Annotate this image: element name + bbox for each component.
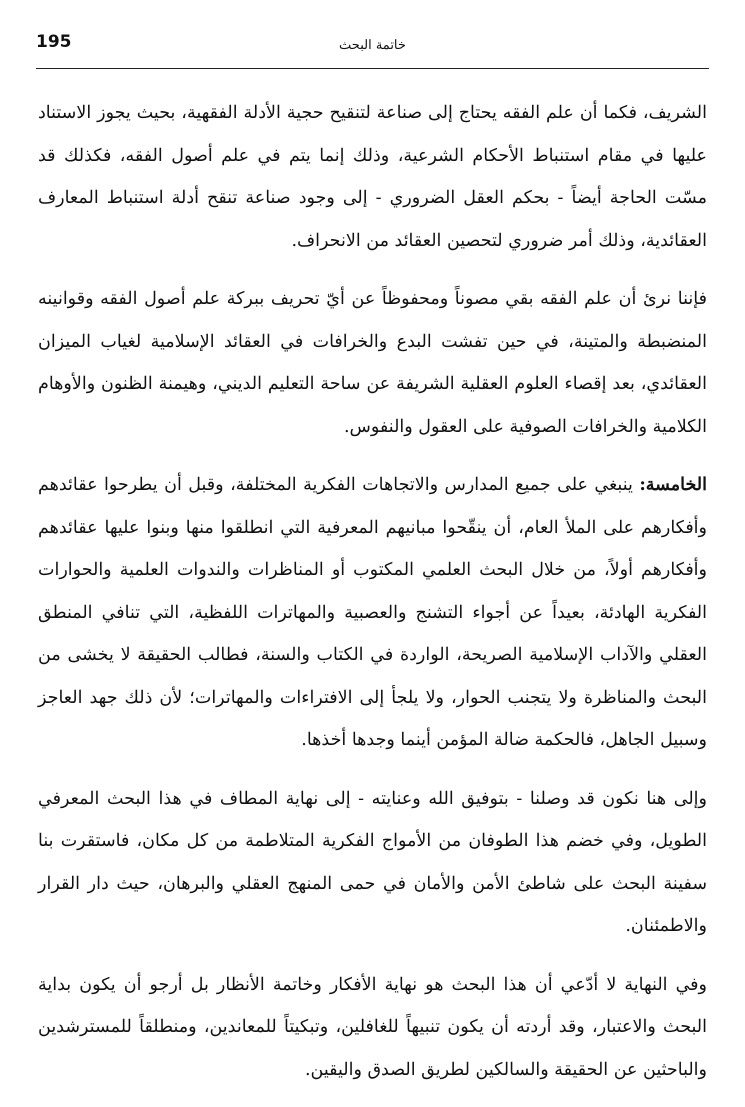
paragraph-text: ينبغي على جميع المدارس والاتجاهات الفكرية المختلفة، وقبل أن يطرحوا عقائدهم وأفكارهم على الملأ العام، أن ينقّحوا مبانيهم المعرفية التي انطلقوا منها وبنوا عليها عقائدهم وأفكارهم أولاً، من خلال البحث العلمي المكتوب أو المناظرات والندوات العلمية والحوارات الفكرية الهادئة، بعيداً عن أجواء التشنج والعصبية والمهاترات اللفظية، التي تنافي المنطق العقلي والآداب الإسلامية الصريحة، الواردة في الكتاب والسنة، فطالب الحقيقة لا يخشى من البحث والمناظرة ولا يتجنب الحوار، ولا يلجأ إلى الافتراءات والمهاترات؛ لأن ذلك جهد العاجز وسبيل الجاهل، فالحكمة ضالة المؤمن أينما وجدها أخذها. — [38, 475, 707, 750]
paragraph — [38, 92, 707, 262]
paragraph — [38, 278, 707, 448]
paragraph — [38, 778, 707, 948]
paragraph-text: وفي النهاية لا أدّعي أن هذا البحث هو نهاية الأفكار وخاتمة الأنظار بل أرجو أن يكون بداية البحث والاعتبار، وقد أردته أن يكون تنبيهاً للغافلين، وتبكيتاً للمعاندين، ومنطلقاً للمسترشدين والباحثين عن الحقيقة والسالكين لطريق الصدق واليقين. — [38, 974, 707, 1080]
page-header — [36, 28, 709, 69]
paragraph — [38, 964, 707, 1092]
running-title: خاتمة البحث — [339, 38, 406, 53]
paragraph-text: وإلى هنا نكون قد وصلنا - بتوفيق الله وعنايته - إلى نهاية المطاف في هذا البحث المعرفي الطويل، وفي خضم هذا الطوفان من الأمواج الفكرية المتلاطمة من كل مكان، فاستقرت بنا سفينة البحث على شاطئ الأمن والأمان في حمى المنهج العقلي والبرهان، حيث دار القرار والاطمئنان. — [38, 788, 707, 936]
page-number: 195 — [36, 32, 72, 52]
paragraph-text: فإننا نرئ أن علم الفقه بقي مصوناً ومحفوظاً عن أيّ تحريف ببركة علم أصول الفقه وقوانينه المنضبطة والمتينة، في حين تفشت البدع والخرافات في العقائد الإسلامية لغياب الميزان العقائدي، بعد إقصاء العلوم العقلية الشريفة عن ساحة التعليم الديني، وهيمنة الظنون والأوهام الكلامية والخرافات الصوفية على العقول والنفوس. — [38, 289, 707, 437]
paragraph-lead: الخامسة: — [639, 475, 707, 495]
body-text — [38, 92, 707, 1107]
paragraph-text: الشريف، فكما أن علم الفقه يحتاج إلى صناعة لتنقيح حجية الأدلة الفقهية، بحيث يجوز الاستناد عليها في مقام استنباط الأحكام الشرعية، وذلك إنما يتم في علم أصول الفقه، فكذلك قد مسّت الحاجة أيضاً - بحكم العقل الضروري - إلى وجود صناعة تنقح أدلة استنباط المعارف العقائدية، وذلك أمر ضروري لتحصين العقائد من الانحراف. — [38, 103, 707, 251]
paragraph — [38, 464, 707, 762]
